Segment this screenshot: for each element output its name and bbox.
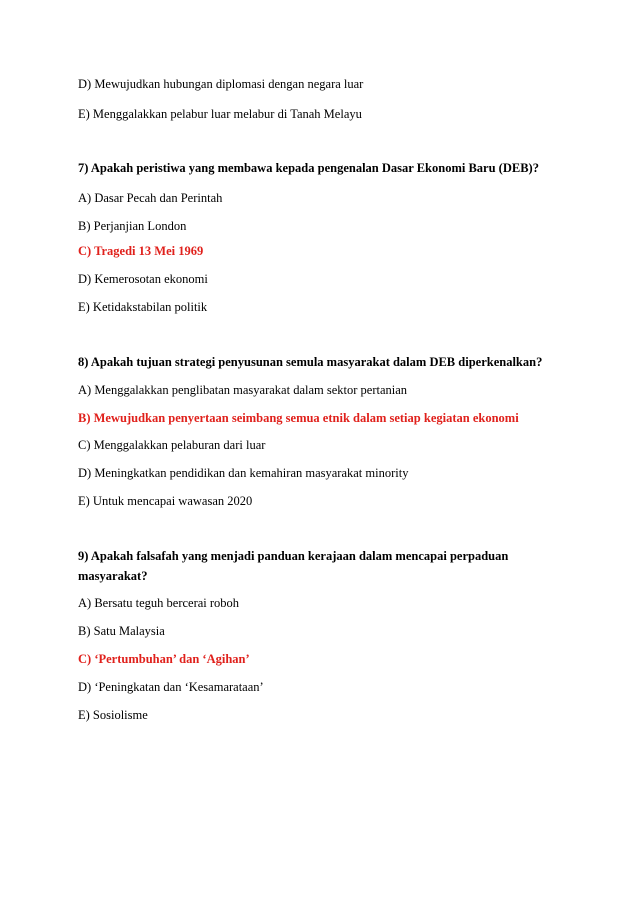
q9-option-a: A) Bersatu teguh bercerai roboh xyxy=(78,596,240,610)
q6-option-d: D) Mewujudkan hubungan diplomasi dengan negara luar xyxy=(78,77,364,91)
q7-option-c-answer: C) Tragedi 13 Mei 1969 xyxy=(78,244,204,258)
q7-option-e: E) Ketidakstabilan politik xyxy=(78,300,208,314)
q7-option-d: D) Kemerosotan ekonomi xyxy=(78,272,208,286)
q7-option-b: B) Perjanjian London xyxy=(78,219,187,233)
q8-option-d: D) Meningkatkan pendidikan dan kemahiran masyarakat minority xyxy=(78,466,409,480)
q7-question: 7) Apakah peristiwa yang membawa kepada pengenalan Dasar Ekonomi Baru (DEB)? xyxy=(78,161,539,175)
q8-option-b-answer: B) Mewujudkan penyertaan seimbang semua etnik dalam setiap kegiatan ekonomi xyxy=(78,411,519,425)
q8-option-c: C) Menggalakkan pelaburan dari luar xyxy=(78,438,266,452)
q7-option-a: A) Dasar Pecah dan Perintah xyxy=(78,191,223,205)
q9-option-e: E) Sosiolisme xyxy=(78,708,148,722)
q9-option-c-answer: C) ‘Pertumbuhan’ dan ‘Agihan’ xyxy=(78,652,250,666)
q9-option-b: B) Satu Malaysia xyxy=(78,624,165,638)
q9-question: 9) Apakah falsafah yang menjadi panduan kerajaan dalam mencapai perpaduan masyarakat? xyxy=(78,549,509,583)
q8-question: 8) Apakah tujuan strategi penyusunan semula masyarakat dalam DEB diperkenalkan? xyxy=(78,355,543,369)
q8-option-e: E) Untuk mencapai wawasan 2020 xyxy=(78,494,253,508)
q6-option-e: E) Menggalakkan pelabur luar melabur di Tanah Melayu xyxy=(78,107,362,121)
q8-option-a: A) Menggalakkan penglibatan masyarakat dalam sektor pertanian xyxy=(78,383,408,397)
q9-option-d: D) ‘Peningkatan dan ‘Kesamarataan’ xyxy=(78,680,264,694)
